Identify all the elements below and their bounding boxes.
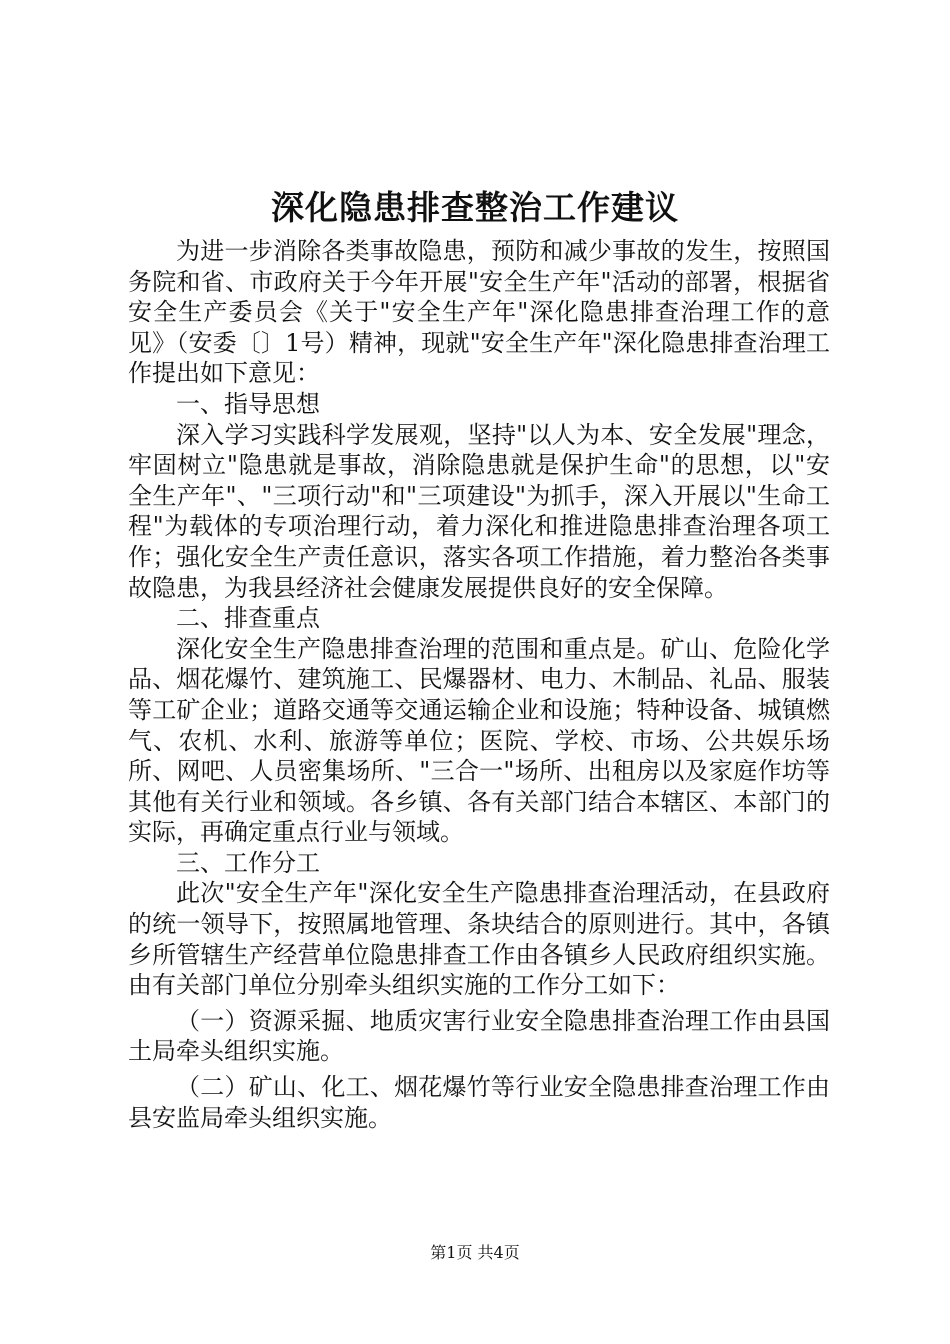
section-heading-inspection-focus: 二、排查重点 xyxy=(176,604,320,633)
inspection-focus-paragraph: 深化安全生产隐患排查治理的范围和重点是。矿山、危险化学品、烟花爆竹、建筑施工、民爆器材、电力、木制品、礼品、服装等工矿企业；道路交通等交通运输企业和设施；特种设备、城镇燃气、农机、水利、旅游等单位；医院、学校、市场、公共娱乐场所、网吧、人员密集场所、"三合一"场所、出租房以及家庭作坊等其他有关行业和领域。各乡镇、各有关部门结合本辖区、本部门的实际，再确定重点行业与领域。 xyxy=(128,634,830,847)
section-heading-guiding-ideology: 一、指导思想 xyxy=(176,389,320,418)
guiding-ideology-paragraph: 深入学习实践科学发展观，坚持"以人为本、安全发展"理念，牢固树立"隐患就是事故，消除隐患就是保护生命"的思想，以"安全生产年"、"三项行动"和"三项建设"为抓手，深入开展以"生命工程"为载体的专项治理行动，着力深化和推进隐患排查治理各项工作；强化安全生产责任意识，落实各项工作措施，着力整治各类事故隐患，为我县经济社会健康发展提供良好的安全保障。 xyxy=(128,420,830,602)
document-title: 深化隐患排查整治工作建议 xyxy=(271,188,679,227)
page-footer: 第1页 共4页 xyxy=(430,1243,520,1262)
work-division-item-2: （二）矿山、化工、烟花爆竹等行业安全隐患排查治理工作由县安监局牵头组织实施。 xyxy=(128,1073,830,1132)
document-body xyxy=(128,236,830,1133)
work-division-item-1: （一）资源采掘、地质灾害行业安全隐患排查治理工作由县国土局牵头组织实施。 xyxy=(128,1006,830,1066)
work-division-paragraph: 此次"安全生产年"深化安全生产隐患排查治理活动，在县政府的统一领导下，按照属地管理、条块结合的原则进行。其中，各镇乡所管辖生产经营单位隐患排查工作由各镇乡人民政府组织实施。由有关部门单位分别牵头组织实施的工作分工如下： xyxy=(128,879,830,1000)
section-heading-work-division: 三、工作分工 xyxy=(176,848,320,877)
intro-paragraph: 为进一步消除各类事故隐患，预防和减少事故的发生，按照国务院和省、市政府关于今年开展"安全生产年"活动的部署，根据省安全生产委员会《关于"安全生产年"深化隐患排查治理工作的意见》（安委〔〕1号）精神，现就"安全生产年"深化隐患排查治理工作提出如下意见： xyxy=(128,237,830,388)
